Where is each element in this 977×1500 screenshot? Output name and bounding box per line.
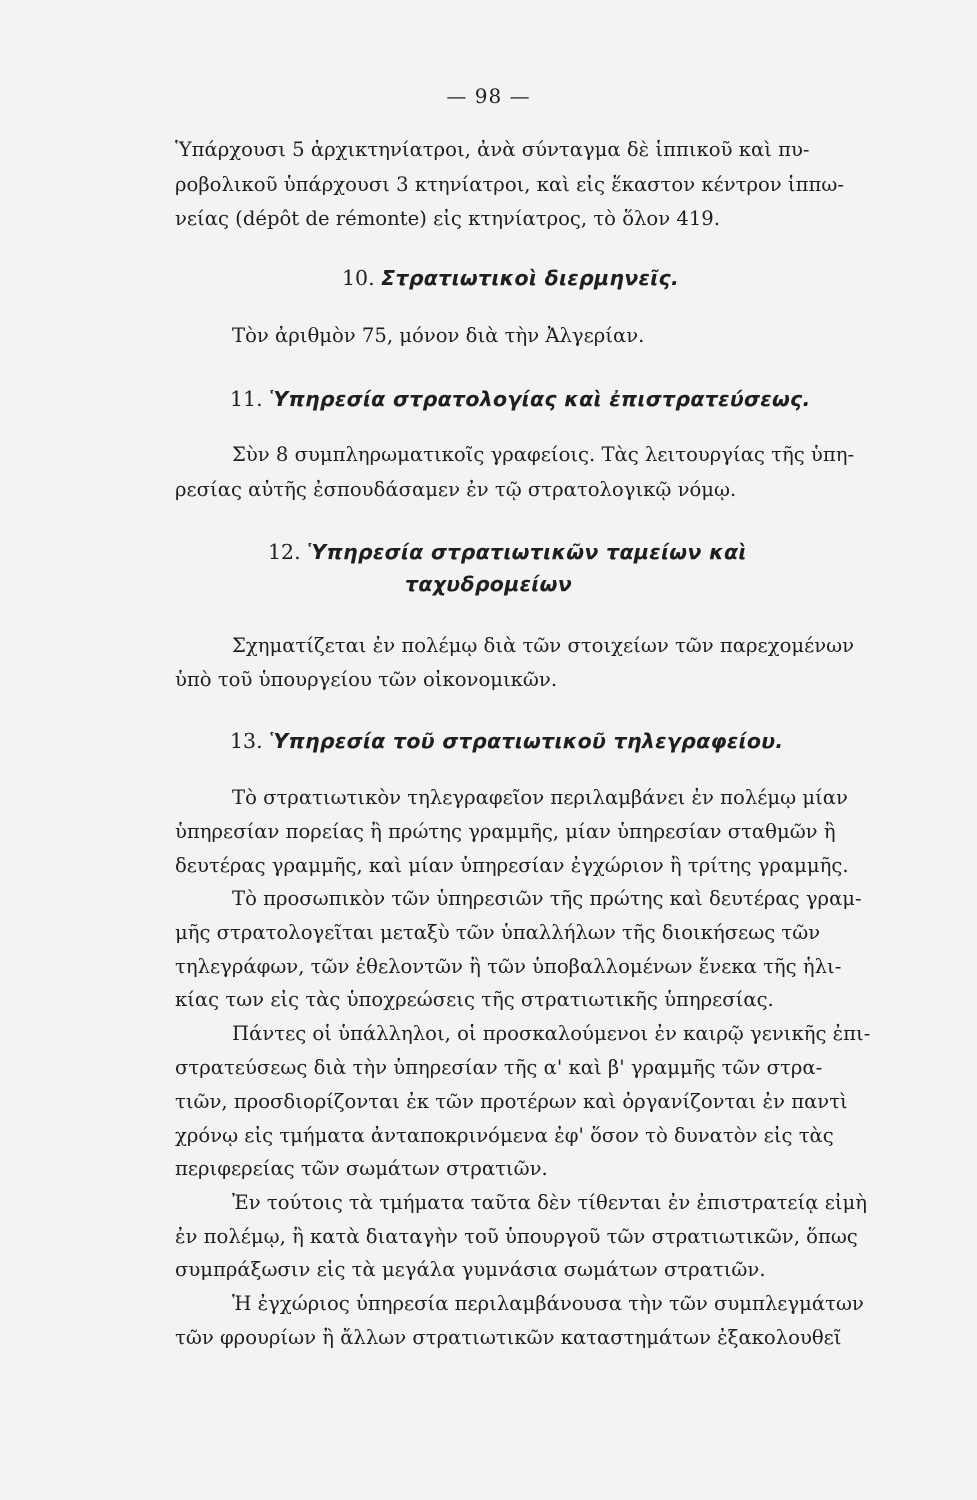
intro-line-3: νείας (dépôt de rémonte) εἰς κτηνίατρος, τὸ ὅλον 419. xyxy=(175,207,720,230)
section-11-line-2: ρεσίας αὐτῆς ἐσπουδάσαμεν ἐν τῷ στρατολογικῷ νόμῳ. xyxy=(175,478,737,501)
page-number: — 98 — xyxy=(446,84,531,108)
section-13-line-16: Ἡ ἐγχώριος ὑπηρεσία περιλαμβάνουσα τὴν τῶν συμπλεγμάτων xyxy=(232,1292,864,1315)
section-11-line-1: Σὺν 8 συμπληρωματικοῖς γραφείοις. Τὰς λειτουργίας τῆς ὑπη- xyxy=(232,443,855,466)
section-10-number: 10. xyxy=(342,266,375,290)
section-11-heading xyxy=(230,385,811,413)
section-11-title: Ὑπηρεσία στρατολογίας καὶ ἐπιστρατεύσεως. xyxy=(269,387,811,411)
section-13-line-9: στρατεύσεως διὰ τὴν ὑπηρεσίαν τῆς α' καὶ β' γραμμῆς τῶν στρα- xyxy=(175,1056,823,1079)
section-12-title-line-1: Ὑπηρεσία στρατιωτικῶν ταμείων καὶ xyxy=(307,540,747,564)
section-12-heading-line-2 xyxy=(0,570,977,598)
section-10-heading xyxy=(342,264,679,292)
section-13-line-7: κίας των εἰς τὰς ὑποχρεώσεις τῆς στρατιωτικῆς ὑπηρεσίας. xyxy=(175,988,774,1011)
section-13-line-12: περιφερείας τῶν σωμάτων στρατιῶν. xyxy=(175,1157,548,1180)
section-13-line-1: Τὸ στρατιωτικὸν τηλεγραφεῖον περιλαμβάνει ἐν πολέμῳ μίαν xyxy=(232,786,848,809)
section-12-title-line-2: ταχυδρομείων xyxy=(405,572,572,596)
section-10-line-1: Τὸν ἀριθμὸν 75, μόνον διὰ τὴν Ἀλγερίαν. xyxy=(232,324,645,347)
section-13-line-5: μῆς στρατολογεῖται μεταξὺ τῶν ὑπαλλήλων τῆς διοικήσεως τῶν xyxy=(175,921,821,944)
section-13-line-8: Πάντες οἱ ὑπάλληλοι, οἱ προσκαλούμενοι ἐν καιρῷ γενικῆς ἐπι- xyxy=(232,1022,871,1045)
section-13-line-6: τηλεγράφων, τῶν ἐθελοντῶν ἢ τῶν ὑποβαλλομένων ἕνεκα τῆς ἡλι- xyxy=(175,955,842,978)
section-12-number: 12. xyxy=(268,540,301,564)
section-13-line-10: τιῶν, προσδιορίζονται ἐκ τῶν προτέρων καὶ ὀργανίζονται ἐν παντὶ xyxy=(175,1090,848,1113)
section-13-line-3: δευτέρας γραμμῆς, καὶ μίαν ὑπηρεσίαν ἐγχώριον ἢ τρίτης γραμμῆς. xyxy=(175,854,849,877)
section-13-number: 13. xyxy=(230,729,263,753)
section-13-line-13: Ἐν τούτοις τὰ τμήματα ταῦτα δὲν τίθενται ἐν ἐπιστρατείᾳ εἰμὴ xyxy=(232,1191,868,1214)
section-13-heading xyxy=(230,727,783,755)
section-13-line-11: χρόνῳ εἰς τμήματα ἀνταποκρινόμενα ἐφ' ὅσον τὸ δυνατὸν εἰς τὰς xyxy=(175,1124,834,1147)
intro-line-2: ροβολικοῦ ὑπάρχουσι 3 κτηνίατροι, καὶ εἰς ἕκαστον κέντρον ἱππω- xyxy=(175,173,844,196)
section-11-number: 11. xyxy=(230,387,263,411)
section-12-heading xyxy=(268,538,747,566)
section-10-title: Στρατιωτικοὶ διερμηνεῖς. xyxy=(381,266,680,290)
section-12-line-1: Σχηματίζεται ἐν πολέμῳ διὰ τῶν στοιχείων τῶν παρεχομένων xyxy=(232,634,855,657)
section-12-line-2: ὑπὸ τοῦ ὑπουργείου τῶν οἰκονομικῶν. xyxy=(175,668,558,691)
intro-line-1: Ὑπάρχουσι 5 ἀρχικτηνίατροι, ἀνὰ σύνταγμα δὲ ἱππικοῦ καὶ πυ- xyxy=(175,138,810,161)
section-13-title: Ὑπηρεσία τοῦ στρατιωτικοῦ τηλεγραφείου. xyxy=(269,729,784,753)
section-13-line-4: Τὸ προσωπικὸν τῶν ὑπηρεσιῶν τῆς πρώτης καὶ δευτέρας γραμ- xyxy=(232,887,862,910)
section-13-line-2: ὑπηρεσίαν πορείας ἢ πρώτης γραμμῆς, μίαν ὑπηρεσίαν σταθμῶν ἢ xyxy=(175,820,836,843)
section-13-line-14: ἐν πολέμῳ, ἢ κατὰ διαταγὴν τοῦ ὑπουργοῦ τῶν στρατιωτικῶν, ὅπως xyxy=(175,1225,858,1248)
section-13-line-15: συμπράξωσιν εἰς τὰ μεγάλα γυμνάσια σωμάτων στρατιῶν. xyxy=(175,1258,766,1281)
section-13-line-17: τῶν φρουρίων ἢ ἄλλων στρατιωτικῶν καταστημάτων ἐξακολουθεῖ xyxy=(175,1326,842,1349)
